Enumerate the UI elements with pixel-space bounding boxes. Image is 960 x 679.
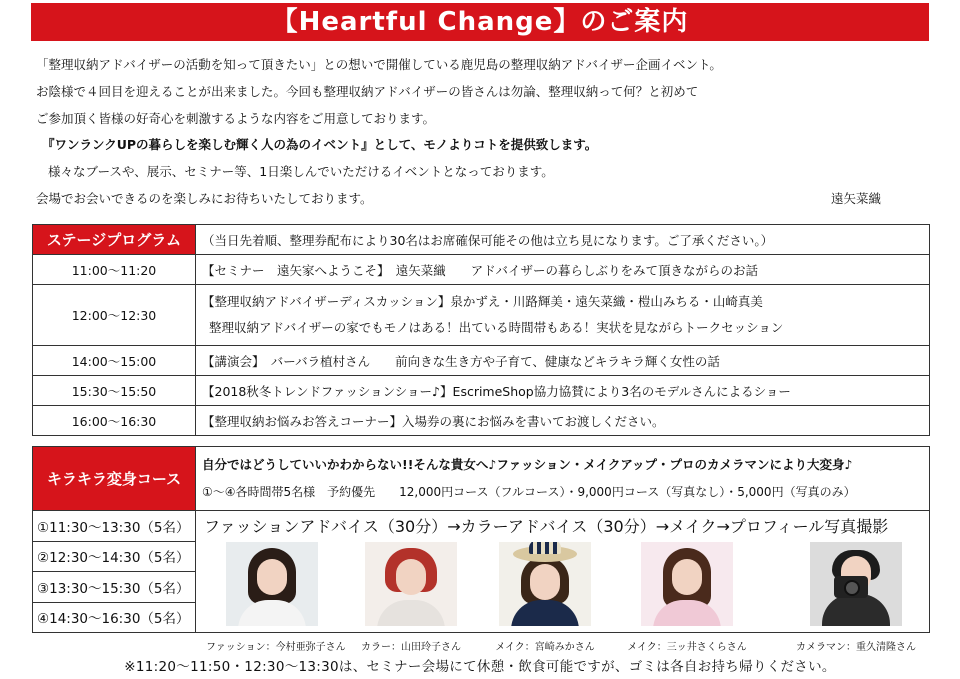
footnote: ※11:20～11:50・12:30～13:30は、セミナー会場にて休憩・飲食可能ですが、ゴミは各自お持ち帰りください。: [124, 659, 836, 675]
intro-line-emphasis: 『ワンランクUPの暮らしを楽しむ輝く人の為のイベント』として、モノよりコトを提供致します。: [42, 137, 598, 153]
stage-program-label: ステージプログラム: [33, 225, 196, 255]
table-row: [33, 511, 930, 542]
table-row: [33, 225, 930, 255]
staff-caption: カメラマン：重久清隆さん: [796, 642, 916, 653]
kirakira-description: [196, 447, 930, 511]
stage-time: 16:00～16:30: [33, 406, 196, 436]
stage-content: 【2018秋冬トレンドファッションショー♪】EscrimeShop協力協賛により3名のモデルさんによるショー: [196, 376, 930, 406]
stage-content: 【セミナー 遠矢家へようこそ】 遠矢菜織 アドバイザーの暮らしぶりをみて頂きながらのお話: [196, 255, 930, 285]
stage-time: 12:00～12:30: [33, 285, 196, 346]
time-slot: ②12:30～14:30（5名）: [33, 541, 196, 572]
staff-caption: カラー：山田玲子さん: [361, 642, 461, 653]
intro-text: [36, 52, 916, 213]
staff-person: [481, 542, 609, 655]
staff-person: [782, 542, 930, 655]
table-row: [33, 406, 930, 436]
kirakira-course-table: [32, 446, 930, 653]
stage-content: 【講演会】 バーバラ植村さん 前向きな生き方や子育て、健康などキラキラ輝く女性の話: [196, 346, 930, 376]
stage-program-note: （当日先着順、整理券配布により30名はお席確保可能その他は立ち見になります。ご了承ください。）: [196, 225, 930, 255]
staff-caption: メイク：三ッ井さくらさん: [627, 642, 747, 653]
stage-content-line: 整理収納アドバイザーの家でもモノはある！出ている時間帯もある！実状を見ながらトークセッション: [209, 320, 784, 335]
table-row: [33, 285, 930, 346]
page-title: 【Heartful Change】のご案内: [31, 3, 929, 41]
staff-person: [616, 542, 758, 655]
staff-photo: [641, 542, 733, 626]
kirakira-headline: 自分ではどうしていいかわからない!!そんな貴女へ♪ファッション・メイクアップ・プロのカメラマンにより大変身♪: [202, 457, 853, 472]
table-row: [33, 255, 930, 285]
staff-photo: [810, 542, 902, 626]
time-slot: ④14:30～16:30（5名）: [33, 602, 196, 633]
intro-line: ご参加頂く皆様の好奇心を刺激するような内容をご用意しております。: [36, 110, 436, 126]
kirakira-pricing: ①～④各時間帯5名様 予約優先 12,000円コース（フルコース）・9,000円コース（写真なし）・5,000円（写真のみ）: [202, 485, 856, 499]
staff-photo: [499, 542, 591, 626]
stage-content: [196, 285, 930, 346]
intro-line: 様々なブースや、展示、セミナー等、1日楽しんでいただけるイベントとなっております。: [48, 164, 554, 180]
staff-person: [206, 542, 346, 655]
intro-signature: 遠矢菜織: [830, 191, 881, 206]
staff-photo: [365, 542, 457, 626]
stage-content-line: 【整理収納アドバイザーディスカッション】泉かずえ・川路輝美・遠矢菜織・榿山みちる・山崎真美: [202, 294, 763, 309]
staff-caption: ファッション：今村亜弥子さん: [206, 642, 346, 653]
stage-content: 【整理収納お悩みお答えコーナー】入場券の裏にお悩みを書いてお渡しください。: [196, 406, 930, 436]
time-slot: ①11:30～13:30（5名）: [33, 511, 196, 542]
course-flow: ファッションアドバイス（30分）→カラーアドバイス（30分）→メイク→プロフィール写真撮影: [204, 517, 889, 536]
intro-line: お陰様で４回目を迎えることが出来ました。今回も整理収納アドバイザーの皆さんは勿論、整理収納って何？と初めて: [36, 83, 699, 99]
staff-photos: [196, 542, 930, 652]
staff-photo: [226, 542, 318, 626]
staff-person: [346, 542, 476, 655]
stage-time: 15:30～15:50: [33, 376, 196, 406]
stage-time: 14:00～15:00: [33, 346, 196, 376]
staff-caption: メイク：宮崎みかさん: [495, 642, 595, 653]
stage-time: 11:00～11:20: [33, 255, 196, 285]
table-row: [33, 346, 930, 376]
table-row: [33, 447, 930, 511]
intro-line: [36, 132, 916, 159]
table-row: [33, 376, 930, 406]
course-staff-panel: [196, 511, 930, 653]
time-slot: ③13:30～15:30（5名）: [33, 572, 196, 603]
intro-line: 会場でお会いできるのを楽しみにお待ちいたしております。: [36, 190, 373, 206]
intro-line: 「整理収納アドバイザーの活動を知って頂きたい」との想いで開催している鹿児島の整理収納アドバイザー企画イベント。: [36, 57, 722, 72]
stage-program-table: [32, 224, 930, 436]
kirakira-course-label: キラキラ変身コース: [33, 447, 196, 511]
